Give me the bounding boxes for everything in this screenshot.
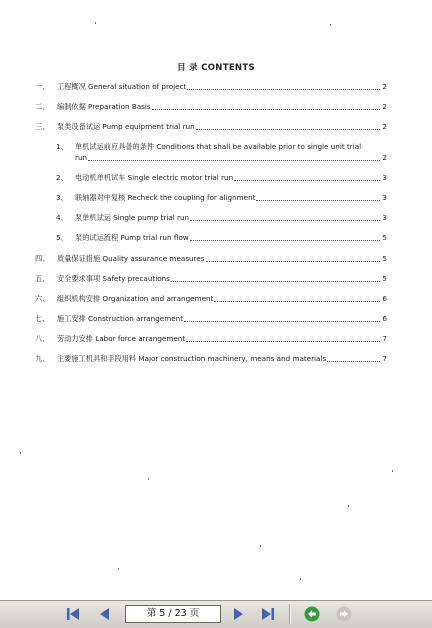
entry-number: 三、 <box>35 122 50 131</box>
entry-number: 5、 <box>56 233 68 242</box>
page-navigation-toolbar <box>0 600 432 628</box>
toc-entry-6[interactable] <box>35 294 387 304</box>
toc-entry-3-1-cont[interactable] <box>75 153 387 163</box>
entry-text: 工程概况 General situation of project <box>57 82 187 91</box>
entry-number: 1、 <box>56 142 68 151</box>
entry-number: 3、 <box>56 193 68 202</box>
toc-entry-3-4[interactable] <box>56 213 387 223</box>
scan-speck <box>330 24 331 26</box>
entry-number: 二、 <box>35 102 50 111</box>
entry-text: 劳动力安排 Labor force arrangement <box>57 334 186 343</box>
entry-number: 八、 <box>35 334 50 343</box>
leader-dots <box>152 109 381 110</box>
entry-number: 五、 <box>35 274 50 283</box>
leader-dots <box>88 160 380 161</box>
last-page-icon[interactable] <box>259 605 277 623</box>
toc-entry-4[interactable] <box>35 254 387 264</box>
entry-text: 联轴器对中复核 Recheck the coupling for alignment <box>75 193 256 202</box>
entry-text: 泵类设备试运 Pump equipment trial run <box>57 122 195 131</box>
entry-number: 4、 <box>56 213 68 222</box>
entry-number: 2、 <box>56 173 68 182</box>
leader-dots <box>206 261 381 262</box>
entry-page: 7 <box>382 334 387 343</box>
toc-entry-2[interactable] <box>35 102 387 112</box>
entry-text: 施工安排 Construction arrangement <box>57 314 184 323</box>
toc-entry-5[interactable] <box>35 274 387 284</box>
forward-arrow-icon[interactable] <box>336 606 352 622</box>
entry-number: 七、 <box>35 314 50 323</box>
entry-text: 单机试运前应具备的条件 Conditions that shall be available prior to single unit trial <box>75 142 362 151</box>
entry-page: 6 <box>382 294 387 303</box>
scan-speck <box>148 478 149 480</box>
leader-dots <box>327 361 380 362</box>
toc-entry-1[interactable] <box>35 82 387 92</box>
entry-text: 电动机单机试车 Single electric motor trial run <box>75 173 234 182</box>
previous-page-icon[interactable] <box>96 605 114 623</box>
leader-dots <box>171 281 381 282</box>
scan-speck <box>118 568 119 570</box>
leader-dots <box>184 321 380 322</box>
entry-number: 六、 <box>35 294 50 303</box>
entry-number: 四、 <box>35 254 50 263</box>
entry-page: 2 <box>382 82 387 91</box>
toc-entry-3-5[interactable] <box>56 233 387 243</box>
entry-page: 3 <box>382 213 387 222</box>
entry-text: 质量保证措施 Quality assurance measures <box>57 254 205 263</box>
toc-entry-7[interactable] <box>35 314 387 324</box>
entry-page: 5 <box>382 274 387 283</box>
entry-page: 2 <box>382 122 387 131</box>
scan-speck <box>392 470 393 472</box>
entry-number: 九、 <box>35 354 50 363</box>
toc-entry-3-1[interactable] <box>56 142 387 152</box>
entry-text-continued: run <box>75 153 88 162</box>
leader-dots <box>190 240 381 241</box>
leader-dots <box>186 341 380 342</box>
toc-entry-9[interactable] <box>35 354 387 364</box>
entry-text: 泵的试运流程 Pump trial run flow <box>75 233 189 242</box>
entry-page: 5 <box>382 254 387 263</box>
scan-speck <box>260 545 261 547</box>
scan-speck <box>95 22 96 24</box>
entry-page: 6 <box>382 314 387 323</box>
scan-speck <box>300 578 301 580</box>
entry-number: 一、 <box>35 82 50 91</box>
entry-page: 3 <box>382 173 387 182</box>
first-page-icon[interactable] <box>64 605 82 623</box>
leader-dots <box>256 200 380 201</box>
toc-entry-8[interactable] <box>35 334 387 344</box>
scan-speck <box>348 505 349 507</box>
back-arrow-icon[interactable] <box>304 606 320 622</box>
leader-dots <box>196 129 381 130</box>
leader-dots <box>190 220 380 221</box>
toc-entry-3-2[interactable] <box>56 173 387 183</box>
entry-page: 2 <box>382 102 387 111</box>
toc-entry-3[interactable] <box>35 122 387 132</box>
entry-text: 安全要求事项 Safety precautions <box>57 274 170 283</box>
entry-page: 2 <box>382 153 387 162</box>
toc-entry-3-3[interactable] <box>56 193 387 203</box>
page-indicator-field[interactable]: 第 5 / 23 页 <box>125 605 221 623</box>
leader-dots <box>234 180 380 181</box>
leader-dots <box>214 301 380 302</box>
entry-page: 5 <box>382 233 387 242</box>
toc-title: 目 录 CONTENTS <box>177 63 255 73</box>
entry-page: 7 <box>382 354 387 363</box>
entry-text: 编制依据 Preparation Basis <box>57 102 151 111</box>
entry-text: 主要施工机具和手段用料 Major construction machinery, means and materials <box>57 354 327 363</box>
toolbar-separator <box>289 604 291 624</box>
entry-text: 泵单机试运 Single pump trial run <box>75 213 190 222</box>
leader-dots <box>187 89 380 90</box>
scan-speck <box>20 452 21 454</box>
entry-page: 3 <box>382 193 387 202</box>
next-page-icon[interactable] <box>229 605 247 623</box>
entry-text: 组织机构安排 Organization and arrangement <box>57 294 214 303</box>
